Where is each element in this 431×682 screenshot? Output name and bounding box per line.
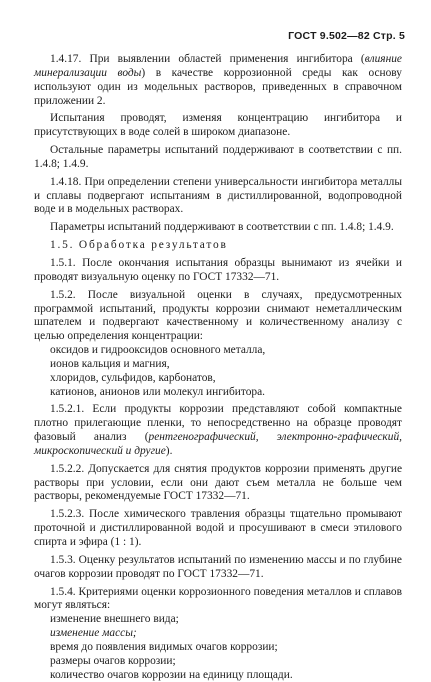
paragraph-1-5-2-1 — [34, 403, 402, 458]
list-item: время до появления видимых очагов коррозии; — [50, 640, 278, 653]
paragraph-text: 1.5.2.1. Если продукты коррозии представляют собой компактные плотно прилегающие пленки, то непосредственно на образце проводят фазовый анализ ( — [34, 403, 402, 444]
italic-text: влияние минерализации воды — [34, 53, 402, 79]
list-item: хлоридов, сульфидов, карбонатов, — [50, 371, 216, 384]
paragraph-text: ). — [165, 444, 173, 457]
paragraph-1-5-4: 1.5.4. Критериями оценки коррозионного поведения металлов и сплавов могут являться: — [34, 585, 402, 612]
paragraph: Испытания проводят, изменяя концентрацию ингибитора и присутствующих в воде солей в широком диапазоне. — [34, 112, 402, 139]
list-item — [34, 627, 402, 641]
paragraph-1-4-18: 1.4.18. При определении степени универсальности ингибитора металлы и сплавы подвергают испытаниям в дистиллированной, водопроводной воде и в модельных растворах. — [34, 175, 402, 216]
page-header: ГОСТ 9.502—82 Стр. 5 — [288, 30, 405, 42]
italic-text: рентгенографический, электронно-графический, микроскопический и другие — [34, 431, 402, 457]
list-item: оксидов и гидрооксидов основного металла, — [50, 344, 266, 357]
page-body — [34, 53, 402, 682]
section-heading: 1.5. Обработка результатов — [50, 239, 228, 252]
paragraph-1-5-2-2: 1.5.2.2. Допускается для снятия продуктов коррозии применять другие растворы при условии, если они дают съем металла не больше чем растворы, рекомендуемые ГОСТ 17332—71. — [34, 462, 402, 503]
list-item: ионов кальция и магния, — [50, 357, 170, 370]
paragraph-1-5-3: 1.5.3. Оценку результатов испытаний по изменению массы и по глубине очагов коррозии проводят по ГОСТ 17332—71. — [34, 553, 402, 580]
list-item: размеры очагов коррозии; — [50, 654, 176, 667]
paragraph: Параметры испытаний поддерживают в соответствии с пп. 1.4.8; 1.4.9. — [50, 221, 394, 234]
paragraph: Остальные параметры испытаний поддерживают в соответствии с пп. 1.4.8; 1.4.9. — [34, 144, 402, 170]
paragraph-1-5-2-3: 1.5.2.3. После химического травления образцы тщательно промывают проточной и дистиллированной водой и просушивают в смеси этилового спирта и эфира (1 : 1). — [34, 508, 402, 548]
paragraph-1-4-17 — [34, 53, 402, 108]
list-item: изменение внешнего вида; — [50, 613, 179, 626]
paragraph-text: 1.4.17. При выявлении областей применения ингибитора ( — [50, 53, 365, 65]
paragraph-1-5-2: 1.5.2. После визуальной оценки в случаях, предусмотренных программой испытаний, продукты коррозии снимают неметаллическим шпателем и подвергают качественному и количественному анализу с целью определения концентрации: — [34, 288, 402, 343]
criteria-list — [34, 613, 402, 682]
paragraph-text: ) в качестве коррозионной среды как основу используют один из модельных растворов, приведенных в справочном приложении 2. — [34, 66, 402, 107]
list-item: катионов, анионов или молекул ингибитора. — [50, 385, 266, 398]
paragraph-1-5-1: 1.5.1. После окончания испытания образцы вынимают из ячейки и проводят визуальную оценку по ГОСТ 17332—71. — [34, 256, 402, 283]
concentration-list — [34, 344, 402, 399]
italic-text: изменение массы; — [50, 627, 137, 640]
list-item: количество очагов коррозии на единицу площади. — [50, 668, 293, 681]
